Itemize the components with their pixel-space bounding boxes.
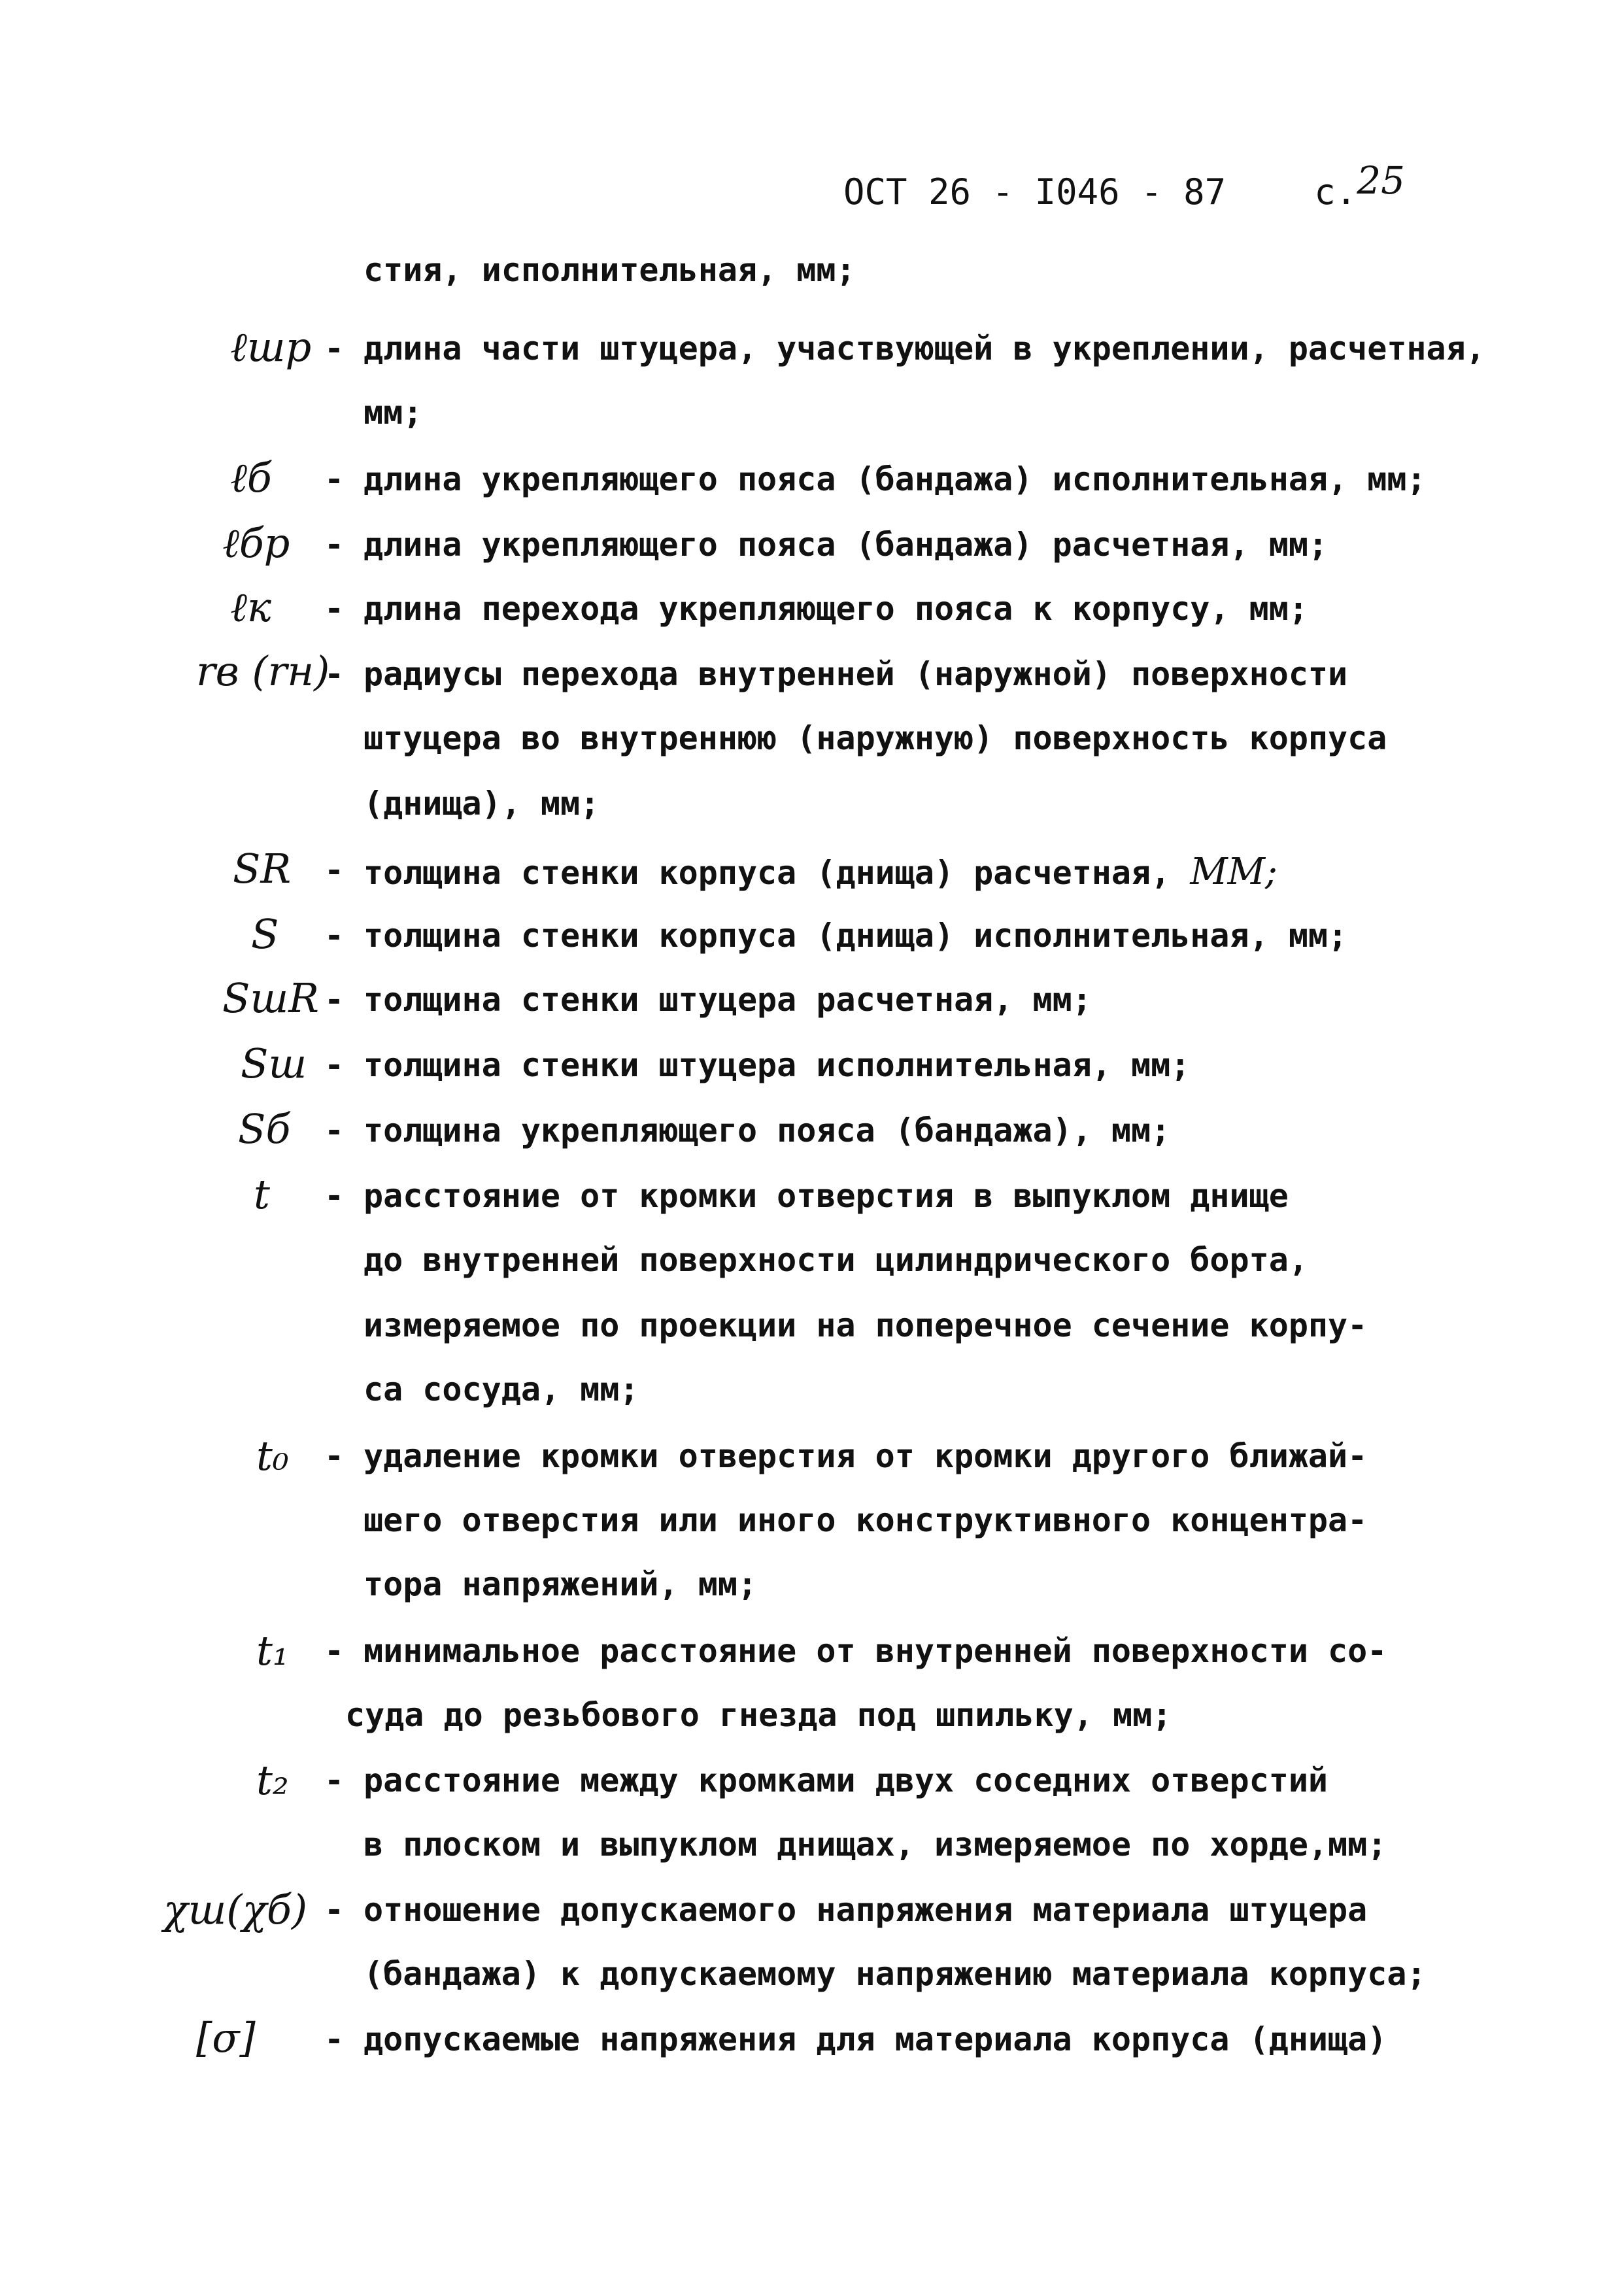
text-line: мм;	[364, 394, 423, 432]
text-line: шего отверстия или иного конструктивного концентра-	[364, 1501, 1368, 1539]
symbol-chi-sh-chi-b: χш(χб)	[163, 1886, 308, 1933]
symbol-s: S	[251, 910, 279, 958]
text-line: (днища), мм;	[364, 785, 600, 823]
dash: -	[324, 460, 345, 498]
dash: -	[324, 981, 345, 1019]
symbol-s-b: Sб	[238, 1105, 291, 1153]
symbol-l-shr: ℓшр	[230, 323, 312, 371]
text-line: расстояние от кромки отверстия в выпуклом днище	[364, 1177, 1289, 1215]
text-line: измеряемое по проекции на поперечное сечение корпу-	[364, 1306, 1368, 1344]
symbol-l-b: ℓб	[230, 454, 272, 502]
text-line: суда до резьбового гнезда под шпильку, мм;	[345, 1696, 1172, 1734]
symbol-r-v-r-n: rв (rн)	[196, 647, 330, 695]
text-line: минимальное расстояние от внутренней поверхности со-	[364, 1632, 1387, 1670]
dash: -	[324, 526, 345, 564]
dash: -	[324, 1112, 345, 1149]
dash: -	[324, 1177, 345, 1215]
page-header	[843, 158, 1406, 213]
dash: -	[324, 851, 345, 889]
text-line: стия, исполнительная, мм;	[364, 251, 856, 289]
text-line: радиусы перехода внутренней (наружной) поверхности	[364, 655, 1348, 693]
dash: -	[324, 1632, 345, 1670]
text-line-body: толщина стенки корпуса (днища) расчетная,	[364, 854, 1171, 892]
symbol-sigma-allowable: [σ]	[196, 2014, 256, 2062]
dash: -	[324, 330, 345, 367]
symbol-t0: t₀	[256, 1432, 289, 1480]
dash: -	[324, 1437, 345, 1475]
dash: -	[324, 917, 345, 955]
symbol-s-shr: SшR	[222, 974, 319, 1022]
text-line	[364, 851, 1277, 893]
page-number: 25	[1357, 158, 1406, 203]
text-line: толщина стенки корпуса (днища) исполнительная, мм;	[364, 917, 1348, 955]
symbol-l-br: ℓбр	[222, 519, 290, 567]
text-line: са сосуда, мм;	[364, 1370, 639, 1408]
dash: -	[324, 590, 345, 628]
text-line: длина перехода укрепляющего пояса к корпусу, мм;	[364, 590, 1308, 628]
text-line: толщина укрепляющего пояса (бандажа), мм;	[364, 1112, 1171, 1149]
symbol-s-r: SR	[233, 845, 292, 892]
symbol-t2: t₂	[256, 1756, 289, 1804]
dash: -	[324, 655, 345, 693]
text-line: штуцера во внутреннюю (наружную) поверхность корпуса	[364, 719, 1387, 757]
symbol-t1: t₁	[256, 1627, 289, 1674]
text-line: толщина стенки штуцера исполнительная, мм;	[364, 1046, 1191, 1084]
text-line: длина части штуцера, участвующей в укреплении, расчетная,	[364, 330, 1485, 367]
text-line: расстояние между кромками двух соседних отверстий	[364, 1761, 1328, 1799]
text-line: до внутренней поверхности цилиндрического борта,	[364, 1241, 1308, 1279]
dash: -	[324, 1891, 345, 1929]
text-line: удаление кромки отверстия от кромки другого ближай-	[364, 1437, 1368, 1475]
symbol-t: t	[254, 1170, 270, 1218]
dash: -	[324, 1761, 345, 1799]
symbol-l-k: ℓк	[230, 583, 271, 631]
handwritten-unit: ММ;	[1190, 851, 1277, 893]
text-line: тора напряжений, мм;	[364, 1565, 758, 1603]
text-line: длина укрепляющего пояса (бандажа) расчетная, мм;	[364, 526, 1328, 564]
text-line: толщина стенки штуцера расчетная, мм;	[364, 981, 1092, 1019]
text-line: длина укрепляющего пояса (бандажа) исполнительная, мм;	[364, 460, 1427, 498]
text-line: в плоском и выпуклом днищах, измеряемое по хорде,мм;	[364, 1826, 1387, 1863]
dash: -	[324, 2020, 345, 2058]
page-prefix: с.	[1314, 171, 1357, 212]
symbol-s-sh: Sш	[241, 1040, 307, 1087]
dash: -	[324, 1046, 345, 1084]
standard-number: ОСТ 26 - I046 - 87	[843, 171, 1226, 212]
text-line: допускаемые напряжения для материала корпуса (днища)	[364, 2020, 1387, 2058]
text-line: отношение допускаемого напряжения материала штуцера	[364, 1891, 1368, 1929]
text-line: (бандажа) к допускаемому напряжению материала корпуса;	[364, 1955, 1427, 1993]
